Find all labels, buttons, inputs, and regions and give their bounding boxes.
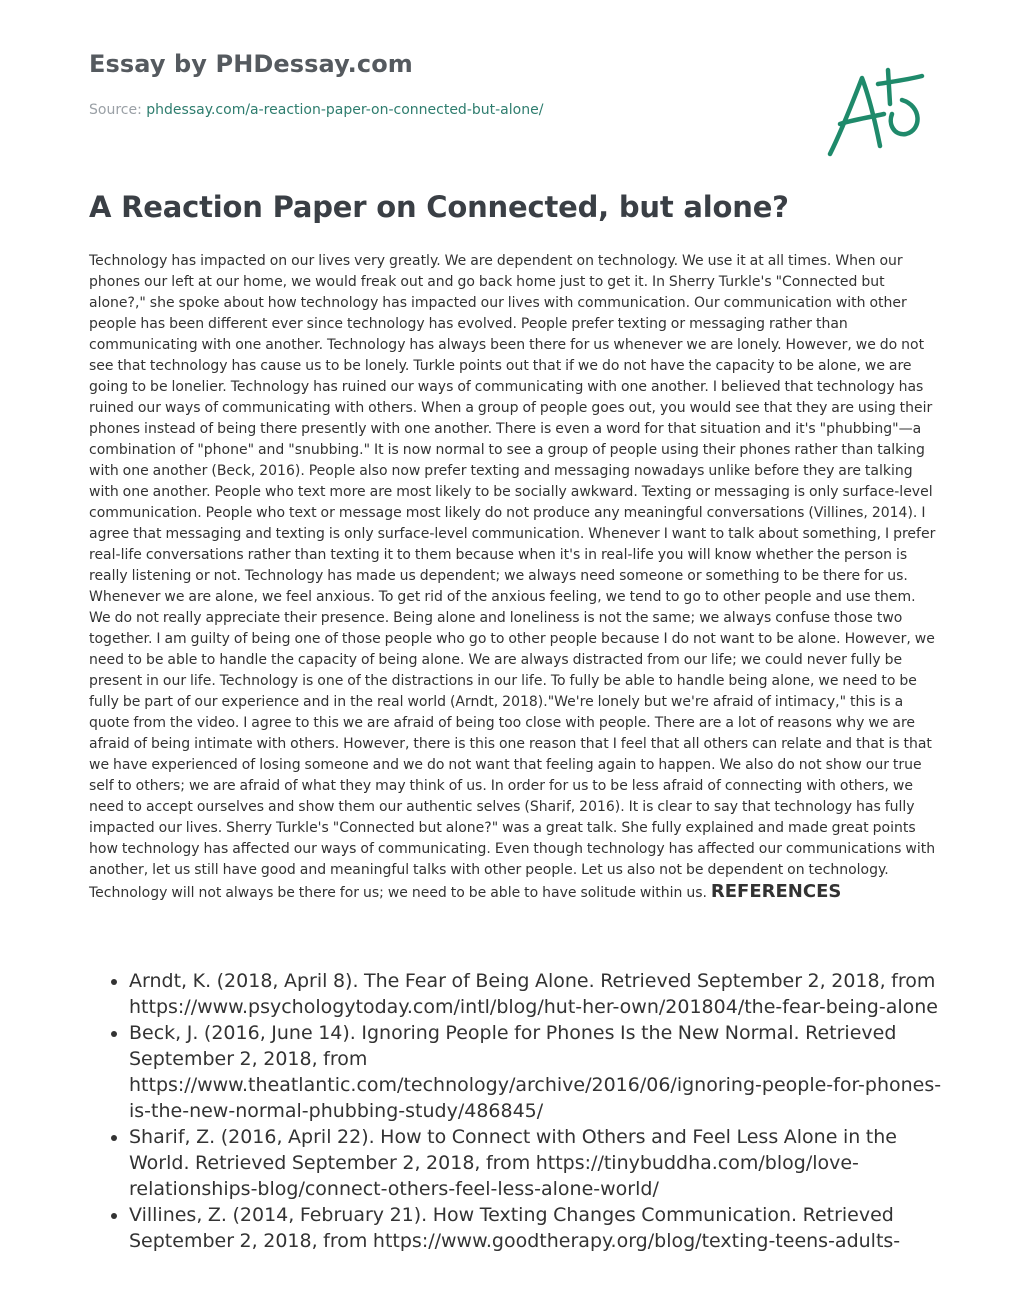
- site-brand: Essay by PHDessay.com: [89, 50, 413, 78]
- reference-item: • Sharif, Z. (2016, April 22). How to Connect with Others and Feel Less Alone in the World. Retrieved September 2, 2018, from https://tinybuddha.com/blog/love-relationships-blog/connect-others-feel-less-alone-world/: [129, 1124, 959, 1202]
- reference-item: • Arndt, K. (2018, April 8). The Fear of Being Alone. Retrieved September 2, 2018, from https://www.psychologytoday.com/intl/blog/hut-her-own/201804/the-fear-being-alone: [129, 968, 959, 1020]
- article-body-text: Technology has impacted on our lives very greatly. We are dependent on technology. We use it at all times. When our phones our left at our home, we would freak out and go back home just to get it. In Sherry Turkle's "Connected but alone?," she spoke about how technology has impacted our lives with communication. Our communication with other people has been different ever since technology has evolved. People prefer texting or messaging rather than communicating with one another. Technology has always been there for us whenever we are lonely. However, we do not see that technology has cause us to be lonely. Turkle points out that if we do not have the capacity to be alone, we are going to be lonelier. Technology has ruined our ways of communicating with one another. I believed that technology has ruined our ways of communicating with others. When a group of people goes out, you would see that they are using their phones instead of being there presently with one another. There is even a word for that situation and it's "phubbing"—a combination of "phone" and "snubbing." It is now normal to see a group of people using their phones rather than talking with one another (Beck, 2016). People also now prefer texting and messaging nowadays unlike before they are talking with one another. People who text more are most likely to be socially awkward. Texting or messaging is only surface-level communication. People who text or message most likely do not produce any meaningful conversations (Villines, 2014). I agree that messaging and texting is only surface-level communication. Whenever I want to talk about something, I prefer real-life conversations rather than texting it to them because when it's in real-life you will know whether the person is really listening or not. Technology has made us dependent; we always need someone or something to be there for us. Whenever we are alone, we feel anxious. To get rid of the anxious feeling, we tend to go to other people and use them. We do not really appreciate their presence. Being alone and loneliness is not the same; we always confuse those two together. I am guilty of being one of those people who go to other people because I do not want to be alone. However, we need to be able to handle the capacity of being alone. We are always distracted from our life; we could never fully be present in our life. Technology is one of the distractions in our life. To fully be able to handle being alone, we need to be fully be part of our experience and in the real world (Arndt, 2018)."We're lonely but we're afraid of intimacy," this is a quote from the video. I agree to this we are afraid of being too close with people. There are a lot of reasons why we are afraid of being intimate with others. However, there is this one reason that I feel that all others can relate and that is that we have experienced of losing someone and we do not want that feeling again to happen. We also do not show our true self to others; we are afraid of what they may think of us. In order for us to be less afraid of connecting with others, we need to accept ourselves and show them our authentic selves (Sharif, 2016). It is clear to say that technology has fully impacted our lives. Sherry Turkle's "Connected but alone?" was a great talk. She fully explained and made great points how technology has affected our ways of communicating. Even though technology has affected our communications with another, let us still have good and meaningful talks with other people. Let us also not be dependent on technology. Technology will not always be there for us; we need to be able to have solitude within us.: [89, 253, 936, 901]
- source-label: Source:: [89, 102, 142, 118]
- article-body: [89, 251, 937, 904]
- article-title: A Reaction Paper on Connected, but alone?: [89, 190, 789, 224]
- page-header: [89, 50, 543, 118]
- a-plus-logo-icon: [822, 64, 930, 160]
- reference-item: • Villines, Z. (2014, February 21). How Texting Changes Communication. Retrieved September 2, 2018, from https://www.goodtherapy.org/blog/texting-teens-adults-: [129, 1202, 959, 1254]
- source-link[interactable]: phdessay.com/a-reaction-paper-on-connected-but-alone/: [146, 102, 544, 118]
- reference-item: • Beck, J. (2016, June 14). Ignoring People for Phones Is the New Normal. Retrieved September 2, 2018, from https://www.theatlantic.com/technology/archive/2016/06/ignoring-people-for-phones-is-the-new-normal-phubbing-study/486845/: [129, 1020, 959, 1124]
- references-heading: REFERENCES: [710, 881, 842, 902]
- references-list: [105, 968, 959, 1254]
- source-line: [89, 102, 543, 118]
